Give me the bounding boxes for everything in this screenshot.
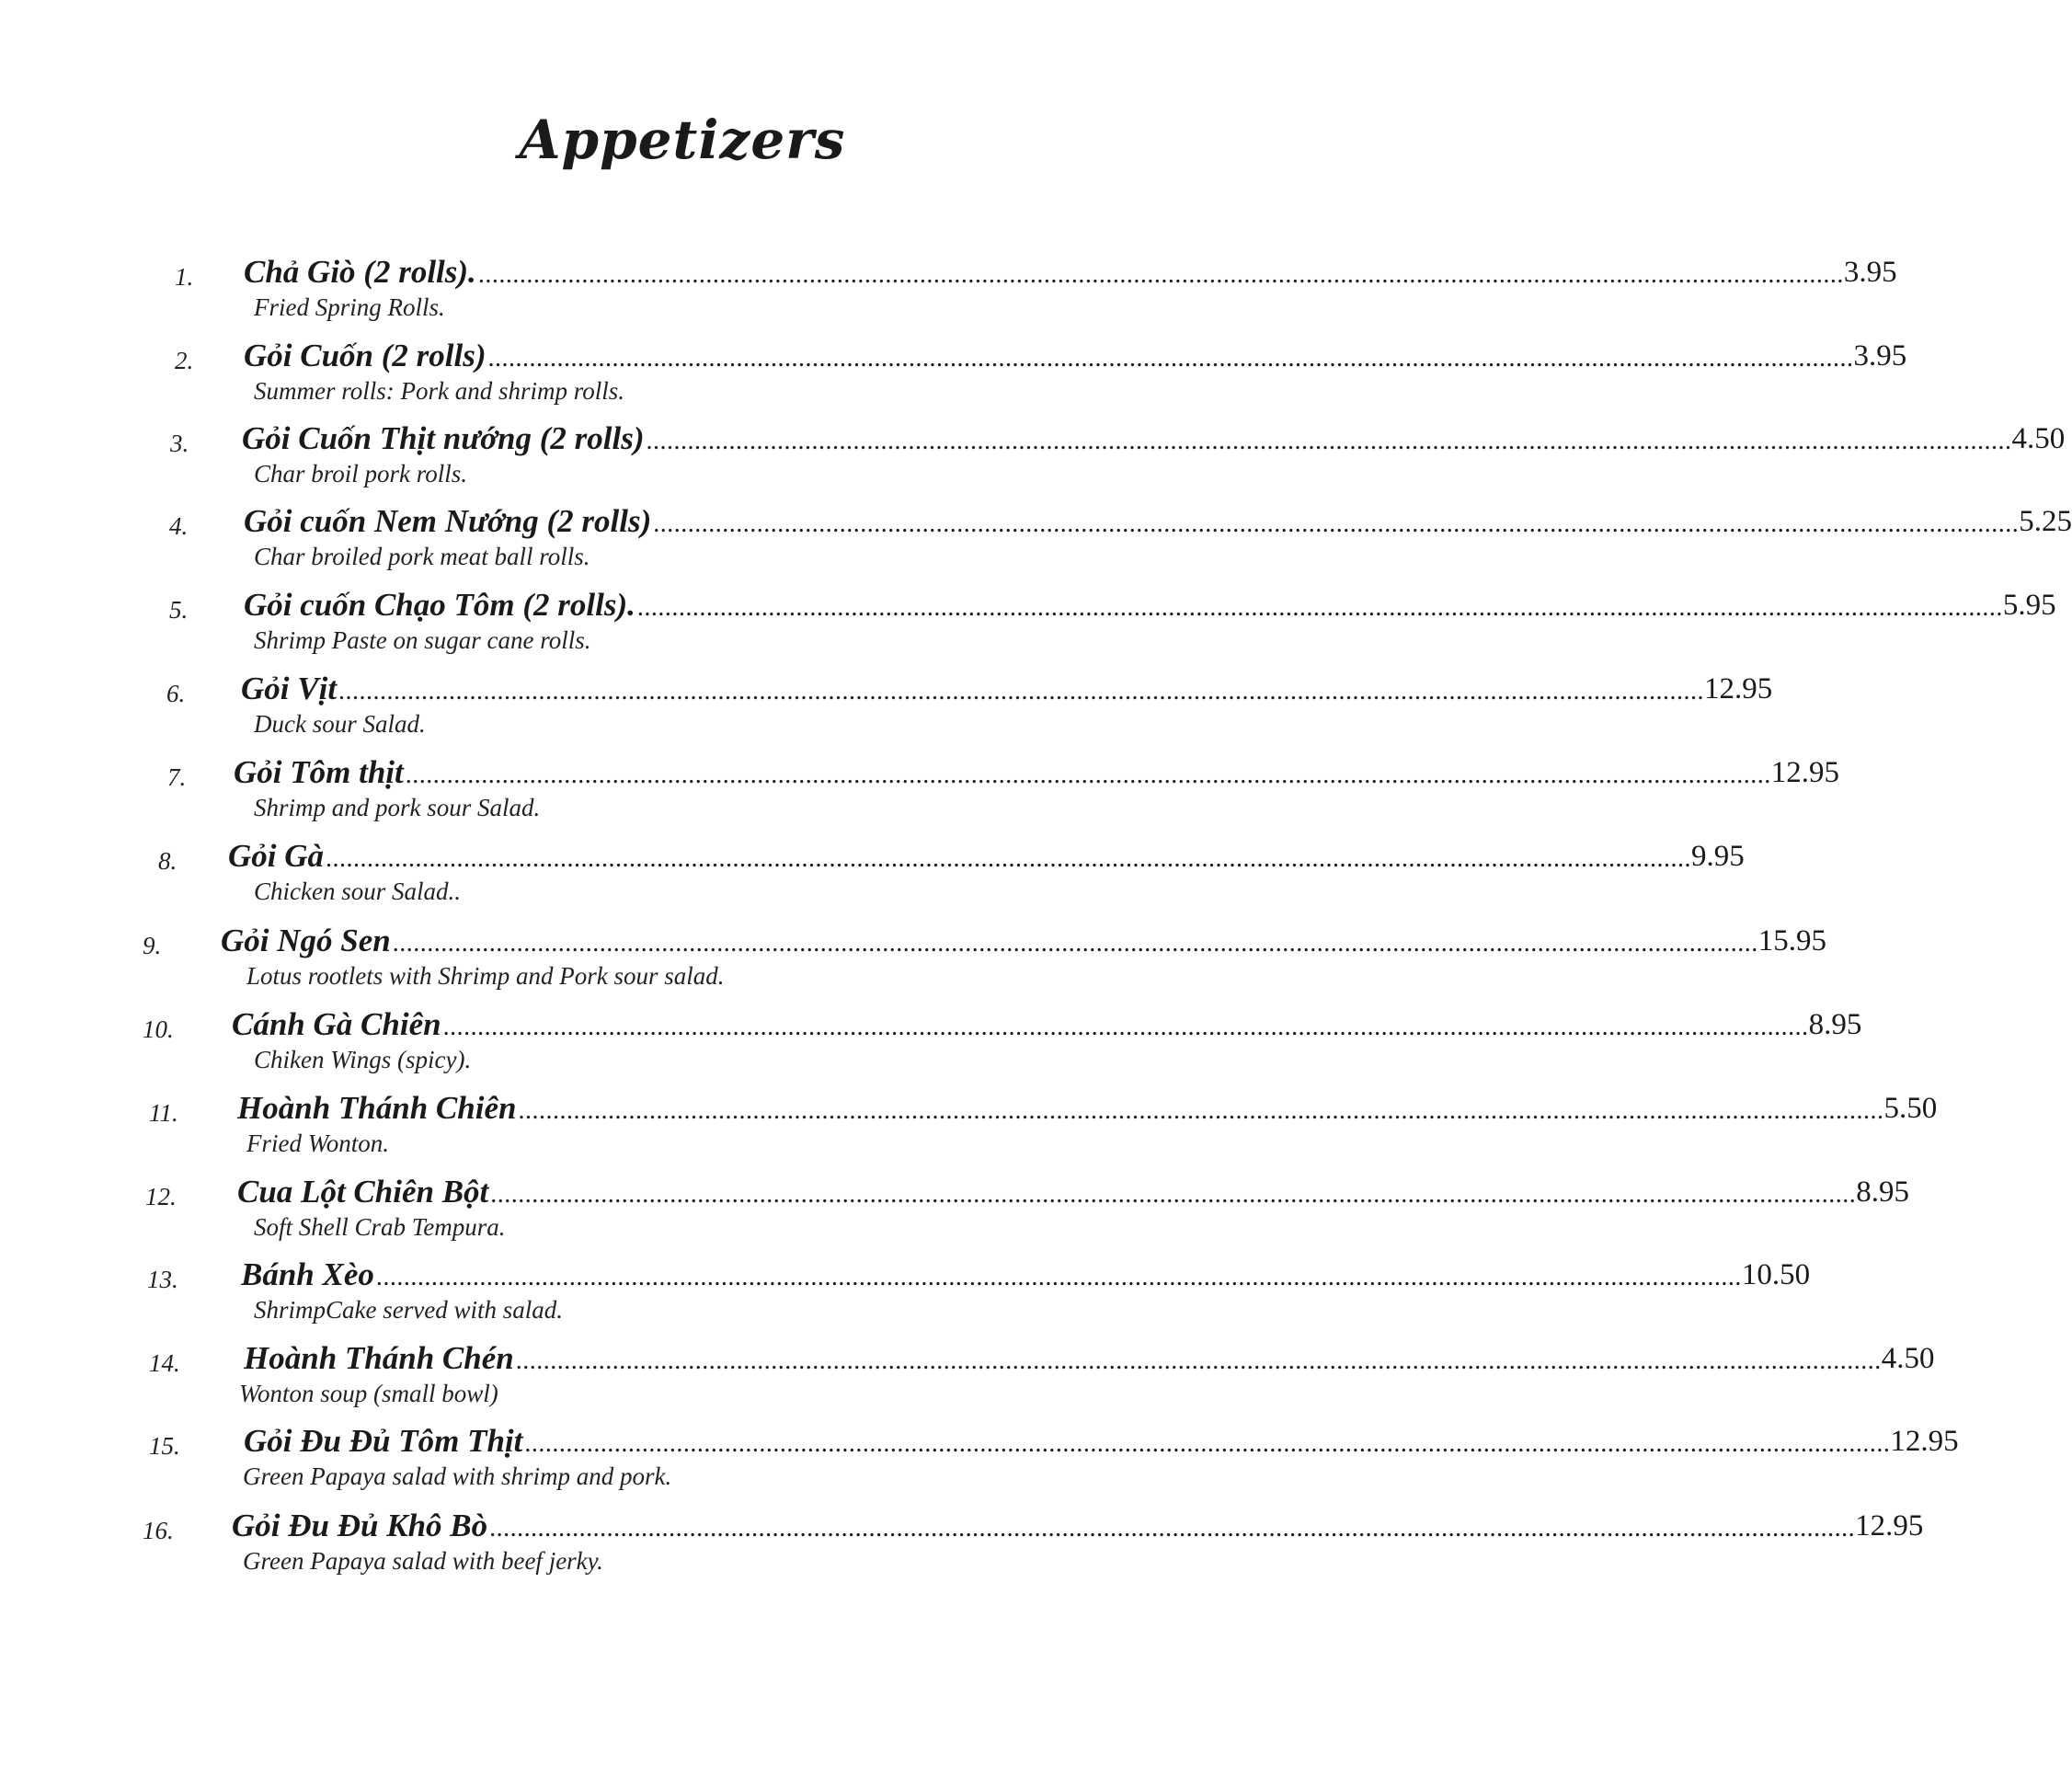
item-price: 8.95 (1808, 1008, 1862, 1041)
item-description: Chiken Wings (spicy). (254, 1046, 472, 1073)
dot-leader: ...................................................................................................................................................................................................... (477, 260, 1844, 289)
dot-leader: ...................................................................................................................................................................................................... (392, 929, 1758, 958)
item-name: Gỏi Cuốn Thịt nướng (2 rolls) (242, 420, 645, 456)
menu-item (0, 498, 2072, 582)
menu-item (0, 749, 1839, 833)
item-description: Fried Spring Rolls. (254, 293, 445, 321)
item-description: Lotus rootlets with Shrimp and Pork sour salad. (246, 962, 725, 990)
menu-item (0, 1417, 1959, 1502)
item-name: Bánh Xèo (241, 1256, 374, 1292)
item-name: Hoành Thánh Chiên (237, 1090, 517, 1126)
menu-item (0, 917, 1826, 1002)
item-number: 7. (167, 763, 187, 791)
item-number: 9. (143, 932, 162, 959)
item-price: 12.95 (1890, 1425, 1959, 1458)
item-price: 12.95 (1855, 1509, 1924, 1542)
menu-item (0, 1168, 1910, 1253)
item-number: 4. (169, 512, 189, 540)
item-description: Summer rolls: Pork and shrimp rolls. (254, 377, 625, 405)
menu-item (0, 1251, 1811, 1336)
item-price: 12.95 (1770, 756, 1839, 789)
item-name: Gỏi Cuốn (2 rolls) (244, 338, 487, 373)
item-price: 10.50 (1741, 1258, 1811, 1291)
item-description: Fried Wonton. (246, 1130, 389, 1157)
item-number: 16. (143, 1517, 174, 1544)
menu-item (0, 1001, 1862, 1085)
item-price: 8.95 (1856, 1175, 1910, 1209)
dot-leader: ...................................................................................................................................................................................................... (636, 593, 2003, 622)
item-name: Cánh Gà Chiên (232, 1006, 441, 1042)
item-name: Gỏi Ngó Sen (221, 923, 391, 958)
item-number: 12. (145, 1183, 177, 1210)
dot-leader: ...................................................................................................................................................................................................... (338, 677, 1705, 705)
item-number: 11. (149, 1099, 178, 1127)
menu-item (0, 248, 1897, 333)
item-name: Gỏi Đu Đủ Tôm Thịt (244, 1423, 523, 1459)
dot-leader: ...................................................................................................................................................................................................... (442, 1013, 1809, 1041)
item-name: Cua Lột Chiên Bột (237, 1174, 489, 1210)
item-price: 5.50 (1883, 1092, 1938, 1125)
item-number: 5. (169, 596, 189, 624)
dot-leader: ...................................................................................................................................................................................................... (518, 1096, 1884, 1125)
menu-item (0, 1502, 1924, 1587)
menu-item (0, 1084, 1938, 1169)
menu-item (0, 832, 1745, 917)
dot-leader: ...................................................................................................................................................................................................... (653, 510, 2020, 538)
item-name: Hoành Thánh Chén (244, 1340, 514, 1376)
item-description: ShrimpCake served with salad. (254, 1296, 563, 1324)
dot-leader: ...................................................................................................................................................................................................... (326, 844, 1692, 873)
dot-leader: ...................................................................................................................................................................................................... (490, 1180, 1857, 1209)
menu-item (0, 665, 1773, 750)
item-price: 3.95 (1853, 339, 1907, 373)
item-name: Gỏi cuốn Chạo Tôm (2 rolls). (244, 587, 635, 623)
item-price: 4.50 (2011, 422, 2066, 455)
menu-item (0, 415, 2066, 499)
item-description: Chicken sour Salad.. (254, 877, 461, 905)
item-description: Soft Shell Crab Tempura. (254, 1213, 506, 1241)
item-number: 10. (143, 1015, 174, 1043)
dot-leader: ...................................................................................................................................................................................................... (646, 427, 2012, 455)
item-description: Wonton soup (small bowl) (239, 1380, 498, 1407)
item-name: Gỏi Tôm thịt (234, 754, 404, 790)
item-description: Duck sour Salad. (254, 710, 426, 738)
menu-item (0, 1335, 1935, 1419)
item-number: 15. (149, 1432, 180, 1460)
item-number: 3. (170, 430, 189, 457)
item-name: Gỏi Gà (228, 838, 325, 874)
item-price: 4.50 (1881, 1342, 1935, 1375)
dot-leader: ...................................................................................................................................................................................................... (375, 1263, 1742, 1291)
item-name: Gỏi Đu Đủ Khô Bò (232, 1508, 488, 1543)
item-price: 15.95 (1757, 924, 1826, 958)
item-price: 3.95 (1843, 256, 1897, 289)
dot-leader: ...................................................................................................................................................................................................... (405, 761, 1771, 789)
item-price: 5.25 (2019, 505, 2072, 538)
item-price: 9.95 (1691, 840, 1745, 873)
item-name: Gỏi Vịt (241, 671, 338, 706)
dot-leader: ...................................................................................................................................................................................................... (489, 1514, 1856, 1542)
page-title: Appetizers (519, 109, 846, 171)
item-number: 2. (175, 347, 194, 374)
item-price: 12.95 (1704, 672, 1773, 705)
item-description: Shrimp and pork sour Salad. (254, 794, 541, 821)
item-price: 5.95 (2002, 589, 2056, 622)
item-number: 8. (158, 847, 177, 875)
item-description: Shrimp Paste on sugar cane rolls. (254, 626, 591, 654)
item-description: Green Papaya salad with shrimp and pork. (243, 1462, 672, 1490)
item-number: 13. (147, 1266, 178, 1293)
item-name: Chả Giò (2 rolls). (244, 254, 476, 290)
menu-item (0, 581, 2056, 666)
item-description: Green Papaya salad with beef jerky. (243, 1547, 603, 1575)
item-number: 6. (166, 680, 186, 707)
item-number: 14. (149, 1349, 180, 1377)
item-number: 1. (175, 263, 194, 291)
menu-item (0, 332, 1907, 417)
dot-leader: ...................................................................................................................................................................................................... (515, 1347, 1882, 1375)
item-description: Char broiled pork meat ball rolls. (254, 543, 590, 570)
item-name: Gỏi cuốn Nem Nướng (2 rolls) (244, 503, 652, 539)
item-description: Char broil pork rolls. (254, 460, 468, 487)
dot-leader: ...................................................................................................................................................................................................... (524, 1429, 1891, 1458)
dot-leader: ...................................................................................................................................................................................................... (487, 344, 1854, 373)
